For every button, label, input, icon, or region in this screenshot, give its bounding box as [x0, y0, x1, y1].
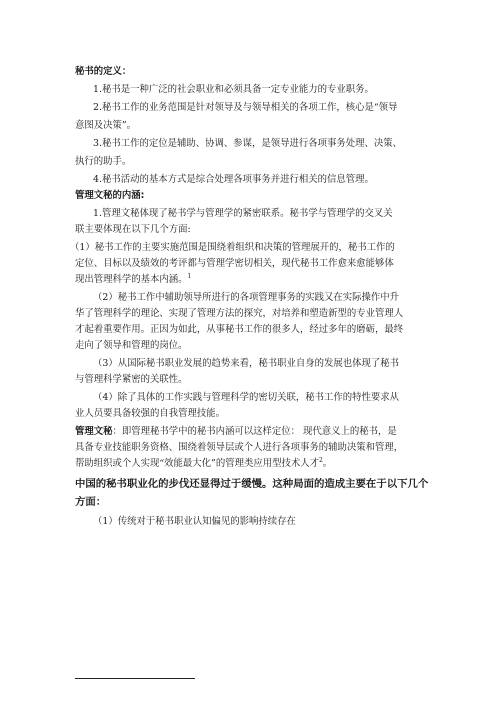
mgmt-line: （4）除了具体的工作实践与管理科学的密切关联，秘书工作的特性要求从	[93, 392, 399, 403]
mgmt-line: 与管理科学紧密的关联性。	[75, 374, 188, 385]
mgmt-line: 1.管理文秘体现了秘书学与管理学的紧密联系。秘书学与管理学的交叉关	[93, 208, 393, 219]
definition-item-2: 2.秘书工作的业务范围是针对领导及与领导相关的各项工作，核心是“领导	[93, 102, 398, 113]
mgmt-line: 走向了领导和管理的岗位。	[75, 340, 188, 351]
footnote-marker: 2	[318, 456, 323, 464]
definition-item-4: 4.秘书活动的基本方式是综合处理各项事务并进行相关的信息管理。	[93, 174, 374, 185]
heading-secretary-definition: 秘书的定义：	[75, 66, 132, 77]
mgmt-line: 才起着重要作用。正因为如此，从事秘书工作的很多人，经过多年的磨砺，最终	[75, 324, 404, 335]
definition-item-3-cont: 执行的助手。	[75, 156, 132, 167]
mgmt-line: 联主要体现在以下几个方面:	[75, 224, 191, 235]
mgmt-line: 业人员要具备较强的自我管理技能。	[75, 408, 226, 419]
mgmt-line: （1）秘书工作的主要实施范围是围绕着组织和决策的管理展开的，秘书工作的	[70, 242, 395, 253]
definition-paragraph-line1: 管理文秘：即管理秘书学中的秘书内涵可以这样定位： 现代意义上的秘书，是	[75, 426, 397, 437]
term-label: 管理文秘	[75, 426, 113, 437]
mgmt-line: 华了管理科学的理论、实现了管理方法的探究，对培养和塑造新型的专业管理人	[75, 308, 404, 319]
heading-professionalization: 中国的秘书职业化的步伐还显得过于缓慢。这种局面的造成主要在于以下几个	[75, 478, 429, 490]
list-item: （1）传统对于秘书职业认知偏见的影响持续存在	[93, 516, 296, 527]
heading-management-secretary: 管理文秘的内涵:	[75, 190, 145, 201]
mgmt-line: （2）秘书工作中辅助领导所进行的各项管理事务的实践又在实际操作中升	[93, 292, 399, 303]
definition-item-3: 3.秘书工作的定位是辅助、协调、参谋，是领导进行各项事务处理、决策、	[93, 138, 402, 149]
footnote-marker: 1	[187, 272, 192, 280]
definition-item-1: 1.秘书是一种广泛的社会职业和必须具备一定专业能力的专业职务。	[93, 84, 374, 95]
footnote-separator	[75, 678, 195, 679]
definition-paragraph-line2: 具备专业技能职务资格、围绕着领导层或个人进行各项事务的辅助决策和管理，	[75, 442, 404, 453]
heading-professionalization-cont: 方面：	[75, 496, 107, 508]
definition-paragraph-line3: 帮助组织或个人实现“效能最大化”的管理类应用型技术人才$^2$。	[75, 456, 333, 469]
mgmt-line: （3）从国际秘书职业发展的趋势来看，秘书职业自身的发展也体现了秘书	[93, 358, 399, 369]
mgmt-line: 现出管理科学的基本内涵。$^1$	[75, 272, 192, 285]
definition-item-2-cont: 意图及决策”。	[75, 120, 137, 131]
mgmt-line: 定位、目标以及绩效的考评都与管理学密切相关，现代秘书工作愈来愈能够体	[75, 258, 394, 269]
